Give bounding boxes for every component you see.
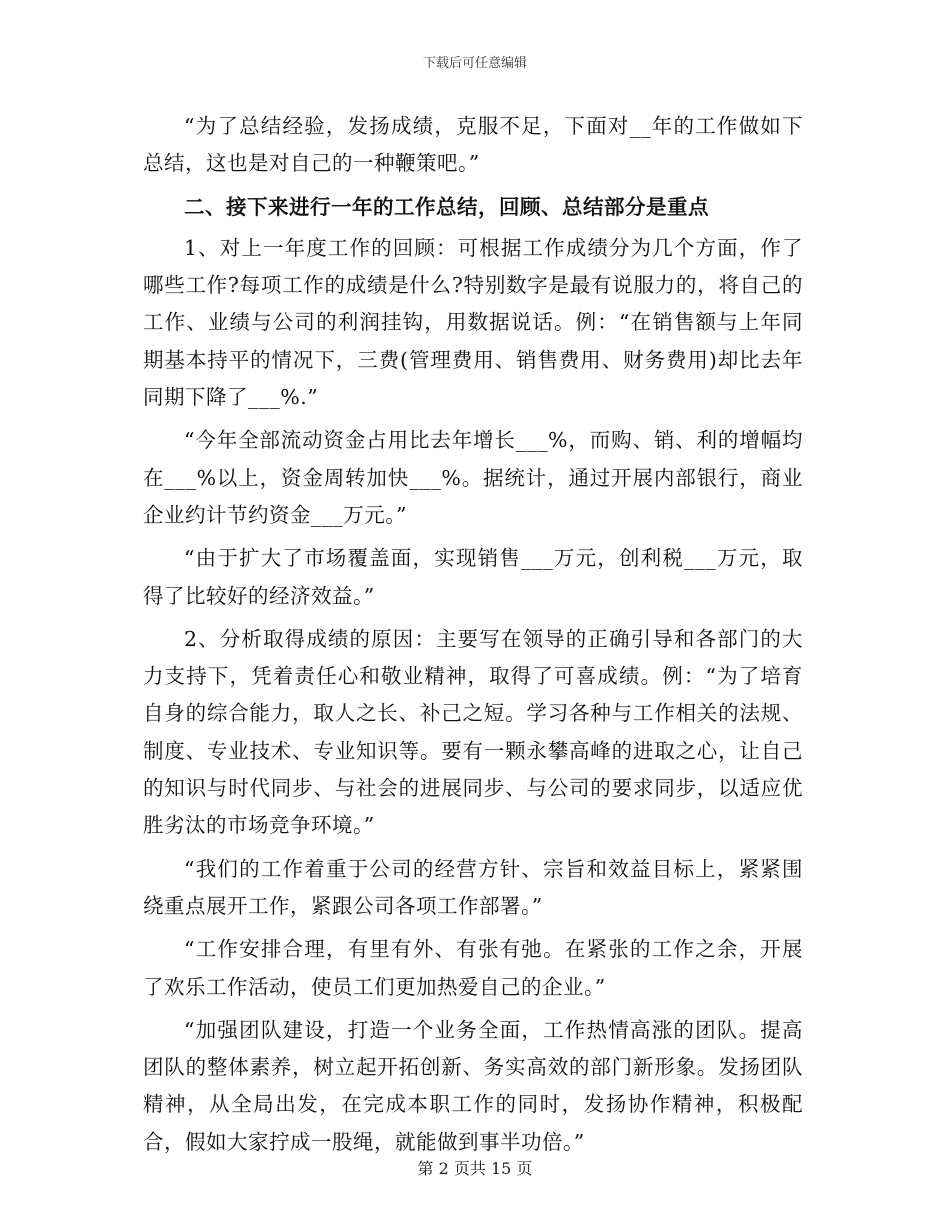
- paragraph-team-quote: “加强团队建设，打造一个业务全面，工作热情高涨的团队。提高团队的整体素养，树立起开拓创新、务实高效的部门新形象。发扬团队精神，从全局出发，在完成本职工作的同时，发扬协作精神，积极配合，假如大家拧成一股绳，就能做到事半功倍。”: [143, 1017, 803, 1154]
- page-footer: 第 2 页共 15 页: [417, 1159, 533, 1178]
- section-heading: 二、接下来进行一年的工作总结，回顾、总结部分是重点: [184, 194, 709, 219]
- paragraph-focus-quote: “我们的工作着重于公司的经营方针、宗旨和效益目标上，紧紧围绕重点展开工作，紧跟公司各项工作部署。”: [143, 856, 803, 918]
- paragraph-intro-quote: “为了总结经验，发扬成绩，克服不足，下面对__年的工作做如下总结，这也是对自己的一种鞭策吧。”: [143, 114, 803, 176]
- page-header: 下载后可任意编辑: [422, 56, 527, 71]
- paragraph-reasons: 2、分析取得成绩的原因：主要写在领导的正确引导和各部门的大力支持下，凭着责任心和敬业精神，取得了可喜成绩。例：“为了培育自身的综合能力，取人之长、补己之短。学习各种与工作相关的法规、制度、专业技术、专业知识等。要有一颗永攀高峰的进取之心，让自己的知识与时代同步、与社会的进展同步、与公司的要求同步，以适应优胜劣汰的市场竞争环境。”: [143, 626, 803, 838]
- paragraph-sales-quote: “由于扩大了市场覆盖面，实现销售___万元，创利税___万元，取得了比较好的经济效益。”: [143, 546, 803, 608]
- paragraph-capital-quote: “今年全部流动资金占用比去年增长___%，而购、销、利的增幅均在___%以上，资金周转加快___%。据统计，通过开展内部银行，商业企业约计节约资金___万元。”: [143, 428, 803, 527]
- paragraph-arrangement-quote: “工作安排合理，有里有外、有张有弛。在紧张的工作之余，开展了欢乐工作活动，使员工们更加热爱自己的企业。”: [143, 937, 803, 999]
- paragraph-review: 1、对上一年度工作的回顾：可根据工作成绩分为几个方面，作了哪些工作?每项工作的成绩是什么?特别数字是最有说服力的，将自己的工作、业绩与公司的利润挂钩，用数据说话。例：“在销售额与上年同期基本持平的情况下，三费(管理费用、销售费用、财务费用)却比去年同期下降了___%.”: [143, 235, 803, 410]
- document-body: [143, 108, 803, 1167]
